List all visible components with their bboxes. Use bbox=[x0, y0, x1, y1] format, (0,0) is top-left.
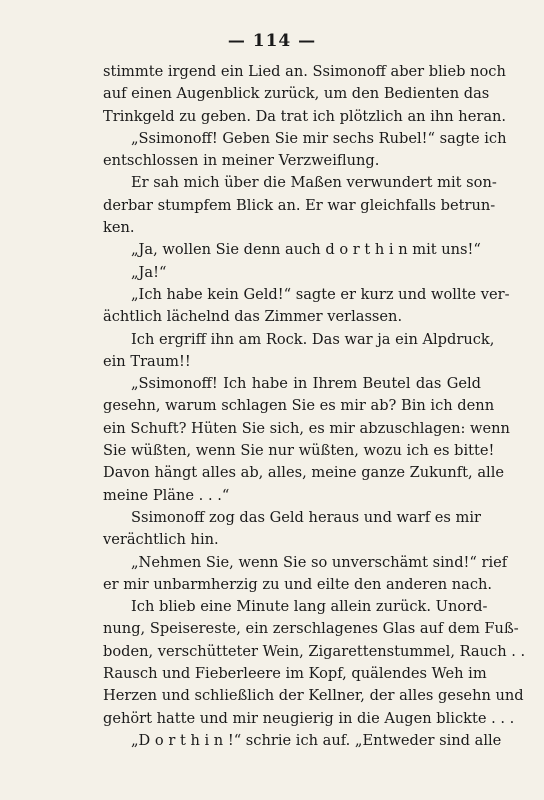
text-line: Ich blieb eine Minute lang allein zurück. Unord- bbox=[131, 598, 488, 616]
text-line: ein Schuft? Hüten Sie sich, es mir abzuschlagen: wenn bbox=[103, 419, 510, 437]
text-line: Ich ergriff ihn am Rock. Das war ja ein Alpdruck, bbox=[131, 330, 495, 348]
text-line: nung, Speisereste, ein zerschlagenes Glas auf dem Fuß- bbox=[103, 620, 519, 638]
text-line: Herzen und schließlich der Kellner, der alles gesehn und bbox=[103, 687, 524, 705]
text-line: gehört hatte und mir neugierig in die Augen blickte . . . bbox=[103, 709, 515, 727]
text-line: auf einen Augenblick zurück, um den Bedienten das bbox=[103, 85, 490, 103]
text-line: Sie wüßten, wenn Sie nur wüßten, wozu ich es bitte! bbox=[103, 442, 495, 460]
text-line: Ssimonoff zog das Geld heraus und warf es mir bbox=[131, 508, 482, 526]
text-line: Er sah mich über die Maßen verwundert mit son- bbox=[131, 174, 497, 192]
body-text bbox=[103, 61, 526, 752]
text-line: Rausch und Fieberleere im Kopf, quälendes Weh im bbox=[103, 665, 487, 683]
text-line: „Ssimonoff! Ich habe in Ihrem Beutel das Geld bbox=[131, 375, 481, 393]
text-line: „Ja!“ bbox=[131, 263, 167, 281]
text-line: „Nehmen Sie, wenn Sie so unverschämt sind!“ rief bbox=[131, 553, 508, 571]
text-line: entschlossen in meiner Verzweiflung. bbox=[103, 152, 380, 170]
page-number: — 114 — bbox=[227, 31, 317, 51]
text-line: ächtlich lächelnd das Zimmer verlassen. bbox=[103, 308, 403, 326]
text-line: gesehn, warum schlagen Sie es mir ab? Bin ich denn bbox=[103, 397, 495, 415]
text-line: er mir unbarmherzig zu und eilte den anderen nach. bbox=[103, 575, 493, 593]
text-line: stimmte irgend ein Lied an. Ssimonoff aber blieb noch bbox=[103, 63, 506, 80]
text-line: Davon hängt alles ab, alles, meine ganze Zukunft, alle bbox=[103, 464, 504, 482]
text-line: „Ja, wollen Sie denn auch d o r t h i n mit uns!“ bbox=[131, 241, 481, 259]
text-line: „Ssimonoff! Geben Sie mir sechs Rubel!“ sagte ich bbox=[131, 129, 507, 147]
text-line: ein Traum!! bbox=[103, 352, 191, 370]
text-line: „Ich habe kein Geld!“ sagte er kurz und wollte ver- bbox=[131, 285, 510, 303]
text-line: Trinkgeld zu geben. Da trat ich plötzlich an ihn heran. bbox=[103, 107, 507, 125]
text-line: „D o r t h i n !“ schrie ich auf. „Entweder sind alle bbox=[131, 731, 502, 749]
text-line: meine Pläne . . .“ bbox=[103, 486, 230, 504]
text-line: ken. bbox=[103, 219, 135, 237]
text-line: derbar stumpfem Blick an. Er war gleichfalls betrun- bbox=[103, 196, 496, 214]
text-line: boden, verschütteter Wein, Zigarettenstummel, Rauch . . bbox=[103, 642, 526, 660]
text-line: verächtlich hin. bbox=[103, 531, 219, 549]
